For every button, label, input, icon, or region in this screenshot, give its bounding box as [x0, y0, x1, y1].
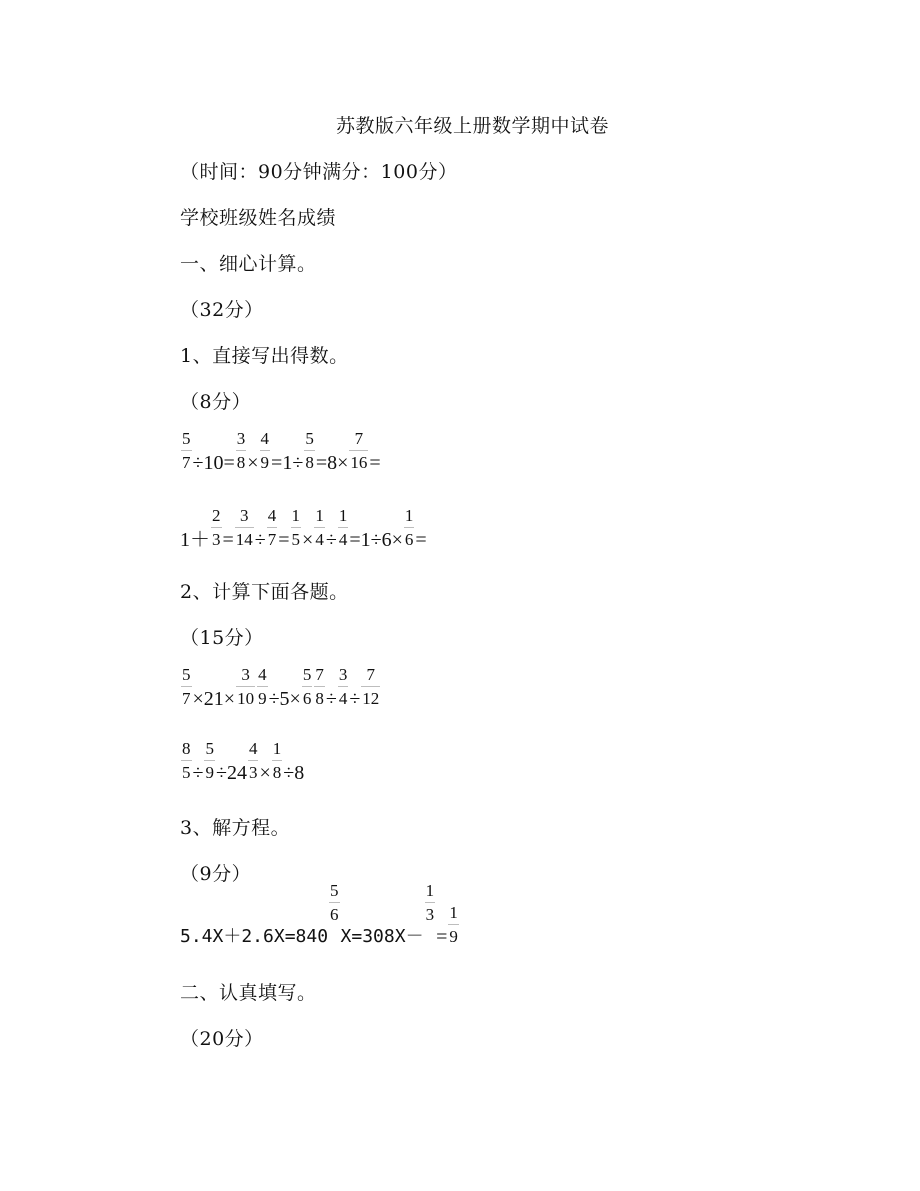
- fraction-denominator: 12: [362, 689, 380, 708]
- fraction-numerator: 5: [182, 665, 191, 684]
- fraction-denominator: 16: [350, 453, 368, 472]
- fraction: [314, 666, 325, 708]
- q3-heading: 3、解方程。: [180, 817, 291, 839]
- q1-heading: 1、直接写出得数。: [180, 345, 349, 367]
- fraction-bar: [235, 527, 254, 528]
- fraction-bar: [291, 527, 302, 528]
- fraction-numerator: 7: [366, 665, 376, 684]
- fraction-numerator: 7: [354, 429, 364, 448]
- fraction-numerator: 3: [338, 665, 348, 684]
- operator-text: =: [369, 452, 381, 474]
- fraction-denominator: 9: [258, 689, 267, 708]
- fraction-bar: [267, 527, 278, 528]
- fraction: [236, 430, 247, 472]
- fraction: [236, 666, 255, 708]
- fraction-bar: [181, 450, 192, 451]
- operator-text: ÷: [254, 529, 266, 551]
- fraction-denominator: 5: [291, 530, 301, 549]
- fraction: [349, 430, 368, 472]
- fraction-denominator: 6: [330, 905, 339, 924]
- fraction: [181, 740, 192, 782]
- fraction-numerator: 1: [272, 739, 282, 758]
- operator-text: ÷: [192, 762, 204, 784]
- operator-text: =1÷: [271, 452, 304, 474]
- fraction-bar: [181, 686, 192, 687]
- fraction-bar: [236, 450, 247, 451]
- fraction-bar: [181, 760, 192, 761]
- operator-text: ×: [247, 452, 259, 474]
- fraction-bar: [236, 686, 255, 687]
- fraction-denominator: 8: [236, 453, 246, 472]
- fraction-bar: [404, 527, 415, 528]
- exam-title: 苏教版六年级上册数学期中试卷: [336, 115, 610, 137]
- operator-text: =1÷6×: [349, 529, 403, 551]
- fraction-numerator: 3: [240, 506, 249, 525]
- fraction-numerator: 5: [330, 881, 339, 900]
- fraction: [404, 507, 415, 549]
- fraction-numerator: 7: [315, 665, 324, 684]
- operator-text: ÷: [325, 529, 337, 551]
- fraction-denominator: 8: [315, 689, 324, 708]
- operator-text: ÷10=: [192, 452, 235, 474]
- fraction-bar: [349, 450, 368, 451]
- fraction-denominator: 4: [338, 689, 348, 708]
- operator-text: 1＋: [180, 529, 210, 551]
- fraction-numerator: 1: [404, 506, 414, 525]
- fraction-denominator: 4: [338, 530, 348, 549]
- fraction-bar: [302, 686, 313, 687]
- fraction-denominator: 3: [248, 763, 258, 782]
- fraction-bar: [448, 924, 459, 925]
- fraction-numerator: 2: [212, 506, 221, 525]
- q1-score: （8分）: [180, 391, 252, 413]
- fraction: [235, 507, 254, 549]
- operator-text: =: [278, 529, 290, 551]
- operator-text: =: [436, 926, 448, 948]
- fraction-denominator: 3: [425, 905, 435, 924]
- fraction: [257, 666, 268, 708]
- fraction-denominator: 6: [404, 530, 414, 549]
- section2-score: （20分）: [180, 1028, 264, 1050]
- operator-text: ÷5×: [268, 688, 301, 710]
- fraction: [329, 882, 340, 924]
- fraction-bar: [211, 527, 222, 528]
- fraction-numerator: 4: [248, 739, 258, 758]
- fraction-denominator: 14: [235, 530, 253, 549]
- equation-text: 5.4X＋2.6X=840: [180, 926, 329, 947]
- operator-text: =: [222, 529, 234, 551]
- fraction-numerator: 4: [267, 506, 277, 525]
- operator-text: =8×: [315, 452, 349, 474]
- fraction-bar: [338, 686, 349, 687]
- fraction: [267, 507, 278, 549]
- fraction-bar: [248, 760, 259, 761]
- operator-text: ÷: [325, 688, 337, 710]
- operator-text: =: [415, 529, 427, 551]
- fraction-bar: [329, 902, 340, 903]
- fraction-numerator: 5: [182, 429, 191, 448]
- operator-text: ÷8: [283, 762, 305, 784]
- operator-text: ÷24: [215, 762, 247, 784]
- fraction-bar: [338, 527, 349, 528]
- fraction-denominator: 5: [182, 763, 191, 782]
- fraction-denominator: 10: [237, 689, 255, 708]
- fraction: [448, 904, 459, 946]
- section2-heading: 二、认真填写。: [180, 982, 317, 1004]
- fraction-bar: [314, 686, 325, 687]
- fraction-bar: [260, 450, 271, 451]
- fraction: [361, 666, 380, 708]
- q3-equation-row: [180, 881, 460, 948]
- fraction-bar: [257, 686, 268, 687]
- operator-text: ×: [259, 762, 271, 784]
- section1-heading: 一、细心计算。: [180, 253, 317, 275]
- fraction-numerator: 3: [236, 429, 246, 448]
- fraction: [260, 430, 271, 472]
- fraction-numerator: 5: [302, 665, 312, 684]
- fraction-numerator: 4: [260, 429, 270, 448]
- fraction: [248, 740, 259, 782]
- fraction: [338, 666, 349, 708]
- fraction-denominator: 7: [182, 689, 191, 708]
- q2-heading: 2、计算下面各题。: [180, 581, 349, 603]
- student-info: 学校班级姓名成绩: [180, 207, 337, 229]
- fraction-bar: [304, 450, 315, 451]
- fraction-numerator: 8: [182, 739, 191, 758]
- fraction: [338, 507, 349, 549]
- q2-expression-row-1: [180, 666, 381, 709]
- equation-text: X=308X－: [340, 926, 424, 947]
- fraction-bar: [361, 686, 380, 687]
- fraction-bar: [314, 527, 325, 528]
- fraction-denominator: 8: [272, 763, 282, 782]
- fraction: [272, 740, 283, 782]
- fraction: [304, 430, 315, 472]
- operator-text: ×: [302, 529, 314, 551]
- fraction-denominator: 3: [212, 530, 221, 549]
- fraction-numerator: 1: [291, 506, 301, 525]
- q2-expression-row-2: [180, 740, 304, 783]
- fraction-numerator: 4: [258, 665, 267, 684]
- fraction-numerator: 1: [449, 903, 458, 922]
- fraction-bar: [425, 902, 436, 903]
- fraction-numerator: 5: [305, 429, 314, 448]
- fraction-denominator: 9: [260, 453, 270, 472]
- fraction-denominator: 4: [315, 530, 324, 549]
- fraction-denominator: 9: [205, 763, 214, 782]
- q1-expression-row-2: [180, 507, 427, 550]
- q1-expression-row-1: [180, 430, 381, 473]
- fraction-denominator: 7: [182, 453, 191, 472]
- fraction: [302, 666, 313, 708]
- fraction: [181, 666, 192, 708]
- fraction-denominator: 8: [305, 453, 314, 472]
- time-info: （时间：90分钟满分：100分）: [180, 161, 458, 183]
- fraction-bar: [272, 760, 283, 761]
- fraction-numerator: 1: [425, 881, 435, 900]
- q3-score: （9分）: [180, 863, 252, 885]
- fraction: [181, 430, 192, 472]
- fraction-bar: [204, 760, 215, 761]
- fraction: [314, 507, 325, 549]
- fraction-denominator: 9: [449, 927, 458, 946]
- fraction-numerator: 3: [241, 665, 250, 684]
- fraction-numerator: 5: [205, 739, 214, 758]
- fraction: [204, 740, 215, 782]
- operator-text: ÷: [349, 688, 361, 710]
- fraction-numerator: 1: [315, 506, 324, 525]
- section1-score: （32分）: [180, 299, 264, 321]
- q2-score: （15分）: [180, 627, 264, 649]
- fraction-numerator: 1: [338, 506, 348, 525]
- fraction-denominator: 7: [267, 530, 277, 549]
- fraction-denominator: 6: [302, 689, 312, 708]
- fraction: [425, 882, 436, 924]
- fraction: [291, 507, 302, 549]
- operator-text: ×21×: [192, 688, 236, 710]
- fraction: [211, 507, 222, 549]
